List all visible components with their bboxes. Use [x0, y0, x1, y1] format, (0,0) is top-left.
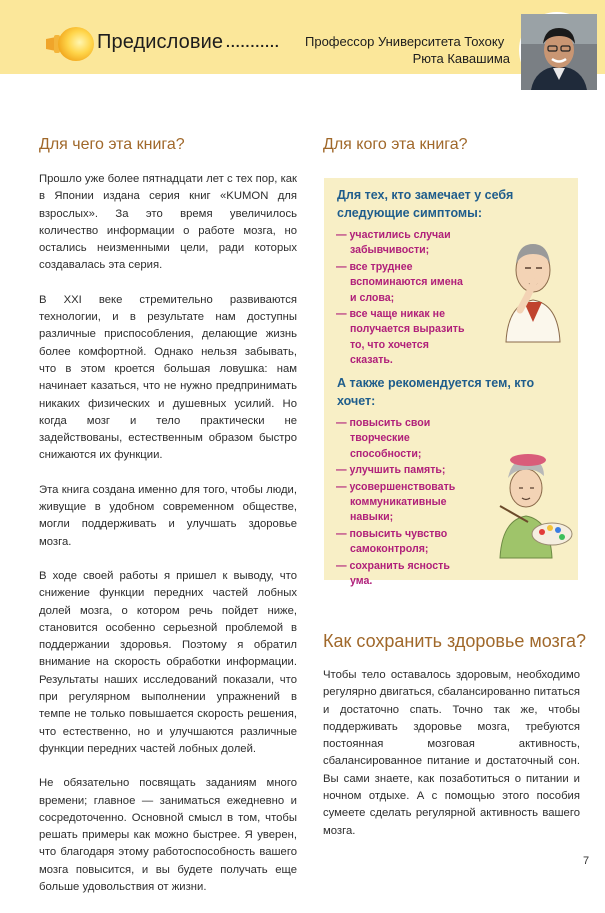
list-item: — повысить свои творческие способности; [336, 417, 431, 460]
goals-list [336, 416, 455, 590]
page-number: 7 [583, 855, 590, 867]
list-item: — участились случаи забывчивости; [336, 229, 451, 257]
left-column [39, 171, 297, 913]
section-heading-brain-health: Как сохранить здоровье мозга? [323, 631, 586, 651]
symptoms-heading: Для тех, кто замечает у себя следующие симптомы: [337, 188, 514, 220]
symptoms-list [336, 228, 464, 370]
title-dots: ........... [226, 34, 280, 50]
list-item: — усовершенствовать коммуникативные навыки; [336, 480, 456, 524]
list-item: — улучшить память; [336, 464, 446, 477]
elderly-man-illustration [500, 230, 566, 342]
right-column [323, 667, 580, 857]
section-heading-purpose: Для чего эта книга? [39, 136, 185, 153]
page-title: Предисловие [97, 31, 224, 53]
paragraph: В ходе своей работы я пришел к выводу, что снижение функции передних частей лобных долей мозга, о котором речь пойдет ниже, становится особенно серьезной проблемой в поддержании здоровья. Поэтому я обратил внимание на скорость обработки информации. Результаты наших исследований показали, что при регулярном выполнении упражнений в темпе не только повышается скорость решения, что естественно, но и улучшаются различные функции передних частей лобных долей. [39, 569, 297, 755]
list-item: — повысить чувство самоконтроля; [336, 527, 448, 556]
list-item: — сохранить ясность ума. [336, 559, 450, 588]
painter-woman-illustration [492, 448, 572, 558]
portrait-icon [521, 14, 597, 90]
audience-box [324, 178, 578, 588]
paragraph: Эта книга создана именно для того, чтобы люди, живущие в удобном современном обществе, могли поддерживать и улучшать здоровье мозга. [39, 483, 297, 548]
paragraph: Не обязательно посвящать заданиям много времени; главное — заниматься ежедневно и сосредоточенно. Основной смысл в том, чтобы решать примеры как можно быстрее. Я уверен, что благодаря этому работоспособность вашего мозга повысится, и вы будете получать еще больше удовольствия от жизни. [39, 777, 297, 893]
paragraph: Чтобы тело оставалось здоровым, необходимо регулярно двигаться, сбалансированно питаться и достаточно спать. Точно так же, чтобы поддерживать здоровье мозга, требуются постоянная мозговая активность, сбалансированное питание и достаточный сон. Вы сами знаете, как позаботиться о питании и ночном отдыхе. А с помощью этого пособия сумеете сделать регулярной активность вашего мозга. [323, 669, 580, 837]
paragraph: Прошло уже более пятнадцати лет с тех пор, как в Японии издана серия книг «KUMON для взрослых». За это время увеличилось количество информации о работе мозга, но остались неизменными цели, ради которых создавалась эта серия. [39, 173, 297, 272]
author-photo [519, 12, 595, 88]
recommend-heading: А также рекомендуется тем, кто хочет: [337, 376, 535, 408]
header-band [0, 0, 605, 74]
paragraph: В XXI веке стремительно развиваются технологии, и в результате нам доступны различные приспособления, делающие жизнь более комфортной. Однако нельзя забывать, что в этом кроется большая ловушка: нам начинает казаться, что не нужно предпринимать никаких физических и душевных усилий. Но когда мозг и тело практически не задействованы, естественным образом быстро снижаются их функции. [39, 293, 297, 462]
lightbulb-icon [44, 24, 96, 64]
list-item: — все чаще никак не получается выразить то, что хочется сказать. [336, 308, 465, 367]
author-name: Рюта Кавашима [412, 51, 510, 66]
author-position: Профессор Университета Тохоку [305, 34, 505, 49]
list-item: — все труднее вспоминаются имена и слова; [336, 260, 463, 304]
section-heading-audience: Для кого эта книга? [323, 136, 468, 153]
